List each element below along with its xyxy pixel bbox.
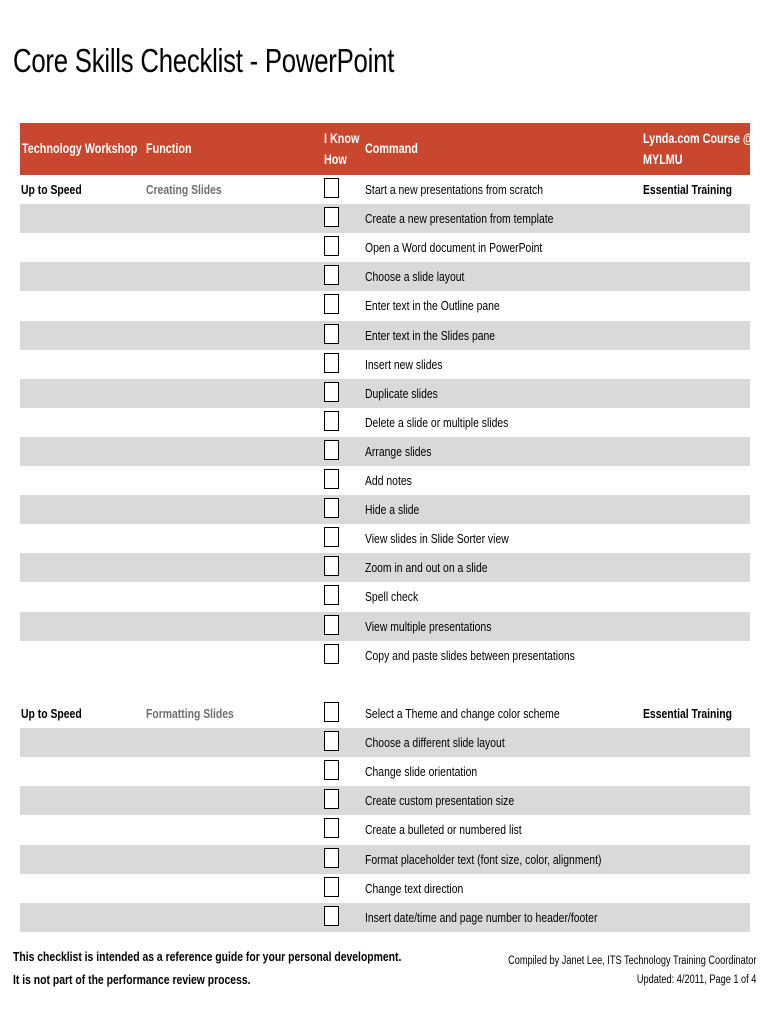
workshop-cell: Up to Speed xyxy=(21,182,82,197)
header-command: Command xyxy=(365,141,418,156)
know-how-checkbox[interactable] xyxy=(324,731,339,751)
command-cell: Enter text in the Outline pane xyxy=(365,298,500,314)
table-header xyxy=(20,123,754,175)
table-row xyxy=(20,233,750,262)
footer-updated: Updated: 4/2011, Page 1 of 4 xyxy=(636,974,756,986)
footer-note xyxy=(13,945,498,991)
know-how-checkbox[interactable] xyxy=(324,353,339,373)
know-how-checkbox[interactable] xyxy=(324,760,339,780)
know-how-checkbox[interactable] xyxy=(324,702,339,722)
command-cell: Select a Theme and change color scheme xyxy=(365,706,560,721)
table-row xyxy=(20,495,750,524)
table-row xyxy=(20,699,750,728)
know-how-checkbox[interactable] xyxy=(324,324,339,344)
know-how-checkbox[interactable] xyxy=(324,818,339,838)
table-row xyxy=(20,786,750,815)
table-row xyxy=(20,553,750,582)
table-row xyxy=(20,437,750,466)
command-cell: Zoom in and out on a slide xyxy=(365,560,488,576)
table-row xyxy=(20,350,750,379)
command-cell: Copy and paste slides between presentations xyxy=(365,647,575,663)
table-row xyxy=(20,728,750,757)
footer-note-line2: It is not part of the performance review process. xyxy=(13,972,251,987)
command-cell: Open a Word document in PowerPoint xyxy=(365,240,543,256)
know-how-checkbox[interactable] xyxy=(324,789,339,809)
command-cell: Delete a slide or multiple slides xyxy=(365,414,509,430)
course-cell: Essential Training xyxy=(643,706,733,721)
command-cell: Arrange slides xyxy=(365,443,432,459)
header-workshop: Technology Workshop xyxy=(22,141,138,156)
command-cell: Insert date/time and page number to header/footer xyxy=(365,909,598,925)
table-row xyxy=(20,262,750,291)
table-row xyxy=(20,408,750,437)
know-how-checkbox[interactable] xyxy=(324,265,339,285)
command-cell: Duplicate slides xyxy=(365,385,438,401)
table-row xyxy=(20,466,750,495)
command-cell: View multiple presentations xyxy=(365,618,492,634)
table-row xyxy=(20,379,750,408)
table-row xyxy=(20,175,750,204)
table-row xyxy=(20,845,750,874)
know-how-checkbox[interactable] xyxy=(324,615,339,635)
table-row xyxy=(20,204,750,233)
command-cell: View slides in Slide Sorter view xyxy=(365,531,509,547)
command-cell: Hide a slide xyxy=(365,502,420,518)
command-cell: Add notes xyxy=(365,473,412,488)
know-how-checkbox[interactable] xyxy=(324,644,339,664)
table-row xyxy=(20,815,750,844)
workshop-cell: Up to Speed xyxy=(21,706,82,721)
command-cell: Create a new presentation from template xyxy=(365,211,554,227)
command-cell: Enter text in the Slides pane xyxy=(365,327,496,343)
table-row xyxy=(20,641,750,670)
table-row xyxy=(20,757,750,786)
know-how-checkbox[interactable] xyxy=(324,207,339,227)
command-cell: Change text direction xyxy=(365,880,464,896)
header-function: Function xyxy=(146,141,192,156)
table-row xyxy=(20,903,750,932)
command-cell: Start a new presentations from scratch xyxy=(365,182,544,197)
know-how-checkbox[interactable] xyxy=(324,556,339,576)
know-how-checkbox[interactable] xyxy=(324,527,339,547)
table-row xyxy=(20,321,750,350)
footer-credits xyxy=(446,952,756,990)
command-cell: Create custom presentation size xyxy=(365,793,515,809)
command-cell: Insert new slides xyxy=(365,356,443,372)
page-title: Core Skills Checklist - PowerPoint xyxy=(13,42,395,79)
know-how-checkbox[interactable] xyxy=(324,411,339,431)
command-cell: Choose a slide layout xyxy=(365,269,465,285)
know-how-checkbox[interactable] xyxy=(324,440,339,460)
function-cell: Creating Slides xyxy=(146,182,222,197)
command-cell: Create a bulleted or numbered list xyxy=(365,822,522,838)
know-how-checkbox[interactable] xyxy=(324,178,339,198)
course-cell: Essential Training xyxy=(643,182,733,197)
function-cell: Formatting Slides xyxy=(146,706,234,721)
know-how-checkbox[interactable] xyxy=(324,585,339,605)
know-how-checkbox[interactable] xyxy=(324,469,339,489)
command-cell: Format placeholder text (font size, color, alignment) xyxy=(365,851,602,867)
command-cell: Choose a different slide layout xyxy=(365,735,505,751)
table-row xyxy=(20,291,750,320)
know-how-checkbox[interactable] xyxy=(324,848,339,868)
know-how-checkbox[interactable] xyxy=(324,498,339,518)
command-cell: Change slide orientation xyxy=(365,764,478,780)
footer-compiled-by: Compiled by Janet Lee, ITS Technology Training Coordinator xyxy=(507,955,756,967)
header-course: Lynda.com Course @ MYLMU xyxy=(643,131,754,167)
footer-note-line1: This checklist is intended as a reference guide for your personal development. xyxy=(13,949,402,964)
know-how-checkbox[interactable] xyxy=(324,294,339,314)
know-how-checkbox[interactable] xyxy=(324,236,339,256)
table-row xyxy=(20,582,750,611)
table-row xyxy=(20,524,750,553)
table-row xyxy=(20,874,750,903)
know-how-checkbox[interactable] xyxy=(324,877,339,897)
table-row xyxy=(20,612,750,641)
command-cell: Spell check xyxy=(365,589,419,605)
know-how-checkbox[interactable] xyxy=(324,906,339,926)
know-how-checkbox[interactable] xyxy=(324,382,339,402)
header-know-how: I Know How xyxy=(324,131,360,167)
